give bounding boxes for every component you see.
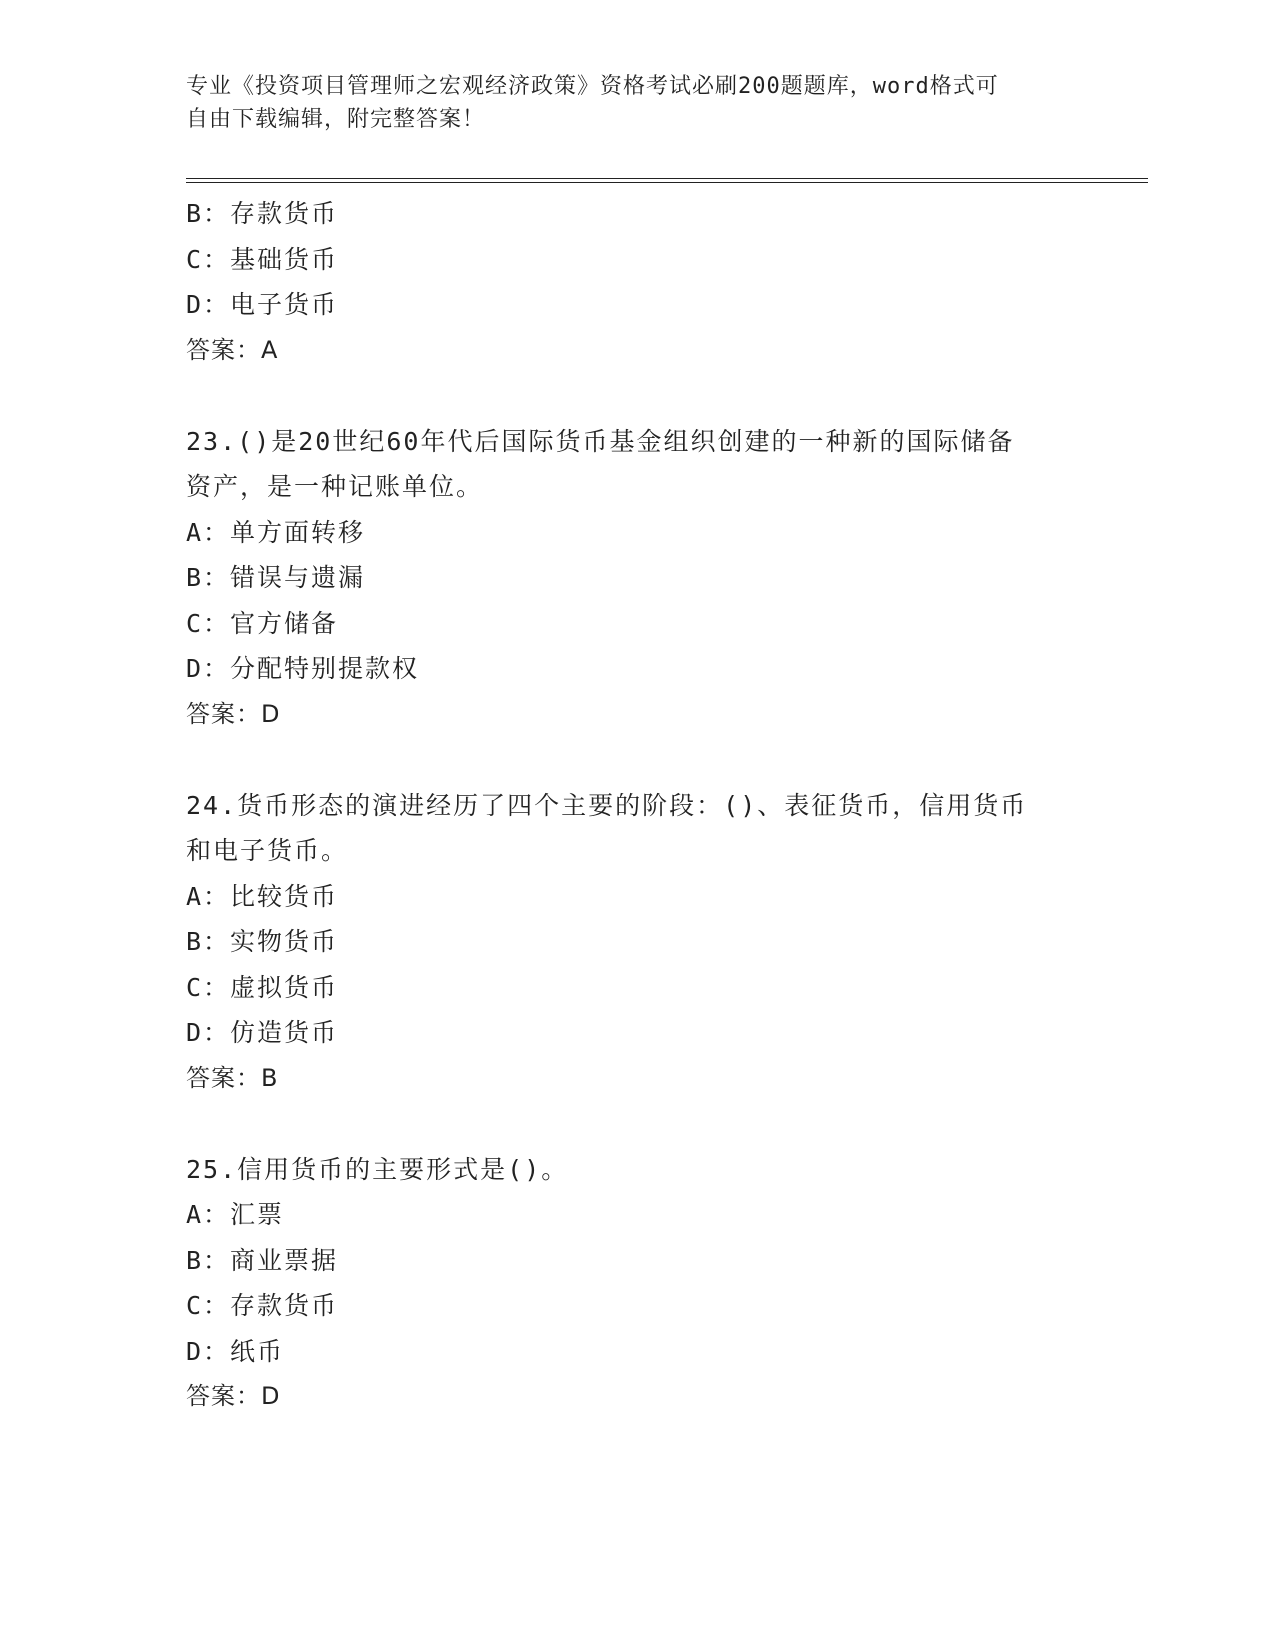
option-c: C：虚拟货币	[186, 972, 339, 1002]
option-b: B：存款货币	[186, 199, 339, 228]
option-a: A：比较货币	[186, 881, 339, 911]
option-c: C：存款货币	[186, 1291, 339, 1320]
option-a: A：单方面转移	[186, 517, 366, 547]
question-text-line: 23.()是20世纪60年代后国际货币基金组织创建的一种新的国际储备	[186, 426, 1015, 456]
header-divider-bottom	[186, 182, 1148, 183]
option-d: D：仿造货币	[186, 1018, 339, 1047]
header-line-2: 自由下载编辑，附完整答案！	[186, 107, 486, 132]
answer-line: 答案：A	[186, 335, 279, 364]
question-content	[186, 191, 1086, 1420]
spacer	[186, 373, 1086, 419]
spacer	[186, 1101, 1086, 1147]
question-block-23	[186, 419, 1086, 738]
option-b: B：商业票据	[186, 1245, 339, 1275]
question-text-line: 资产，是一种记账单位。	[186, 472, 484, 501]
answer-line: 答案：D	[186, 699, 281, 728]
question-block-25	[186, 1147, 1086, 1420]
option-c: C：官方储备	[186, 608, 339, 638]
option-b: B：错误与遗漏	[186, 563, 366, 592]
option-b: B：实物货币	[186, 927, 339, 956]
question-text-line: 和电子货币。	[186, 836, 349, 865]
document-header	[186, 70, 1066, 136]
answer-line: 答案：B	[186, 1063, 279, 1092]
question-text-line: 25.信用货币的主要形式是()。	[186, 1154, 569, 1184]
option-d: D：电子货币	[186, 290, 339, 319]
option-d: D：纸币	[186, 1336, 285, 1366]
header-line-1: 专业《投资项目管理师之宏观经济政策》资格考试必刷200题题库，word格式可	[186, 74, 999, 99]
option-d: D：分配特别提款权	[186, 654, 420, 683]
header-divider-top	[186, 178, 1148, 179]
option-c: C：基础货币	[186, 244, 339, 274]
question-text-line: 24.货币形态的演进经历了四个主要的阶段：()、表征货币，信用货币	[186, 790, 1028, 820]
answer-line: 答案：D	[186, 1382, 281, 1410]
spacer	[186, 737, 1086, 783]
question-block-24	[186, 783, 1086, 1102]
option-a: A：汇票	[186, 1200, 285, 1229]
prev-question-block	[186, 191, 1086, 373]
